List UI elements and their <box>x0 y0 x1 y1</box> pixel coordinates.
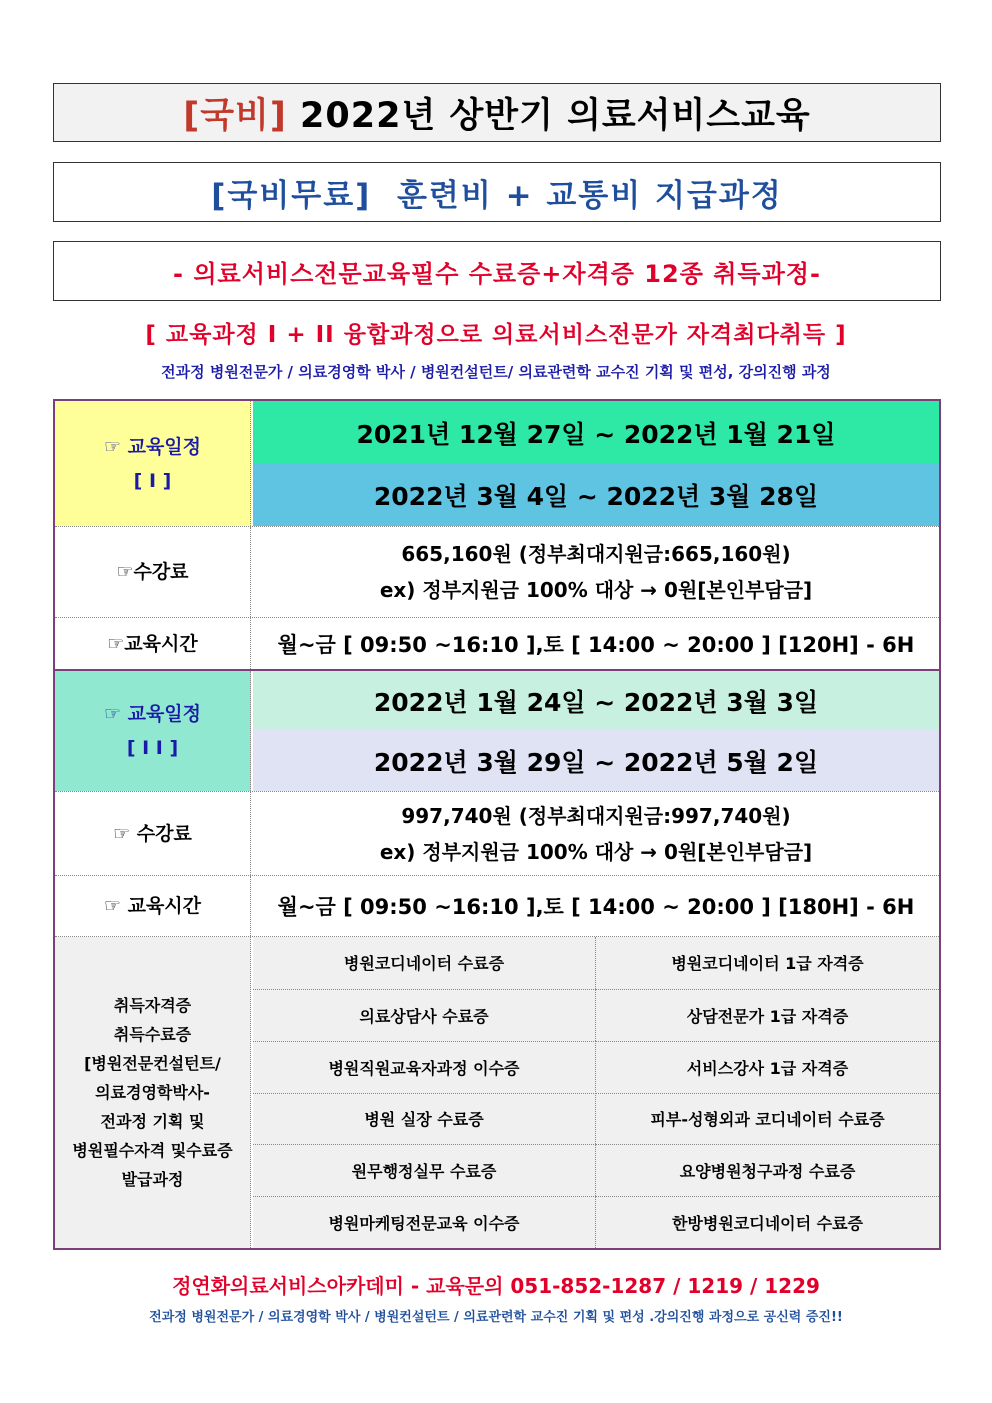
certificates-label <box>55 937 251 1248</box>
course1-fee-label: ☞수강료 <box>55 527 251 617</box>
certificate-item: 병원 실장 수료증 <box>253 1093 596 1145</box>
promo-line: [ 교육과정 I + II 융합과정으로 의료서비스전문가 자격최다취득 ] <box>145 322 847 348</box>
course2-fee <box>253 792 939 875</box>
course1-date-1: 2021년 12월 27일 ~ 2022년 1월 21일 <box>253 401 939 464</box>
certificate-item: 병원마케팅전문교육 이수증 <box>253 1196 596 1248</box>
course2-fee-line1: 997,740원 (정부최대지원금:997,740원) <box>401 803 791 828</box>
cert-label-line: 취득수료증 <box>113 1025 192 1044</box>
course1-schedule-label <box>55 401 251 526</box>
subtitle: [국비무료] 훈련비 + 교통비 지급과정 <box>53 162 941 222</box>
certificates-grid <box>253 937 939 1248</box>
course2-fee-label: ☞ 수강료 <box>55 792 251 875</box>
description-line: 전과정 병원전문가 / 의료경영학 박사 / 병원컨설턴트/ 의료관련학 교수진 기획 및 편성, 강의진행 과정 <box>161 363 831 381</box>
certificate-item: 상담전문가 1급 자격증 <box>596 989 939 1041</box>
certificate-item: 병원코디네이터 1급 자격증 <box>671 954 864 974</box>
certificate-item: 서비스강사 1급 자격증 <box>596 1041 939 1093</box>
course2-date-2: 2022년 3월 29일 ~ 2022년 5월 2일 <box>253 730 939 791</box>
certificate-item: 병원코디네이터 수료증 <box>253 937 596 989</box>
cert-label-line: 의료경영학박사- <box>95 1083 210 1102</box>
course2-time-label: ☞ 교육시간 <box>55 876 251 936</box>
certificate-item: 원무행정실무 수료증 <box>253 1144 596 1196</box>
course1-time: 월~금 [ 09:50 ~16:10 ],토 [ 14:00 ~ 20:00 ] [120H] - 6H <box>277 632 915 657</box>
certificate-item: 한방병원코디네이터 수료증 <box>596 1196 939 1248</box>
certificate-item: 병원직원교육자과정 이수증 <box>253 1041 596 1093</box>
course1-date-2: 2022년 3월 4일 ~ 2022년 3월 28일 <box>253 464 939 526</box>
title-prefix: [국비] <box>183 95 287 136</box>
cert-label-line: 전과정 기획 및 <box>100 1112 205 1131</box>
certificate-item: 요양병원청구과정 수료증 <box>596 1144 939 1196</box>
schedule-table <box>53 399 941 1250</box>
course1-label-text: ☞ 교육일정 <box>103 435 202 458</box>
title-main: 2022년 상반기 의료서비스교육 <box>286 95 811 136</box>
footer-note: 전과정 병원전문가 / 의료경영학 박사 / 병원컨설턴트 / 의료관련학 교수진 기획 및 편성 .강의진행 과정으로 공신력 증진!! <box>149 1310 843 1325</box>
cert-label-line: [병원전문컨설턴트/ <box>84 1054 221 1073</box>
course2-schedule-label <box>55 671 251 791</box>
contact-line: 정연화의료서비스아카데미 - 교육문의 051-852-1287 / 1219 / 1229 <box>172 1274 820 1298</box>
cert-label-line: 발급과정 <box>121 1170 184 1189</box>
main-title <box>53 83 941 142</box>
certificate-item: 피부-성형외과 코디네이터 수료증 <box>596 1093 939 1145</box>
course2-time: 월~금 [ 09:50 ~16:10 ],토 [ 14:00 ~ 20:00 ] [180H] - 6H <box>277 895 915 919</box>
course1-fee <box>253 527 939 617</box>
course1-fee-line1: 665,160원 (정부최대지원금:665,160원) <box>401 542 791 566</box>
tagline: - 의료서비스전문교육필수 수료증+자격증 12종 취득과정- <box>53 241 941 301</box>
course2-date-1: 2022년 1월 24일 ~ 2022년 3월 3일 <box>253 671 939 730</box>
course2-label-num: [ I I ] <box>126 737 179 759</box>
course2-fee-line2: ex) 정부지원금 100% 대상 → 0원[본인부담금] <box>379 839 813 864</box>
course1-fee-line2: ex) 정부지원금 100% 대상 → 0원[본인부담금] <box>379 578 813 602</box>
certificate-item: 의료상담사 수료증 <box>253 989 596 1041</box>
cert-label-line: 취득자격증 <box>113 996 192 1015</box>
cert-label-line: 병원필수자격 및수료증 <box>72 1141 233 1160</box>
course1-time-label: ☞교육시간 <box>55 618 251 669</box>
course2-label-text: ☞ 교육일정 <box>103 703 202 725</box>
course1-label-num: [ I ] <box>133 469 172 492</box>
